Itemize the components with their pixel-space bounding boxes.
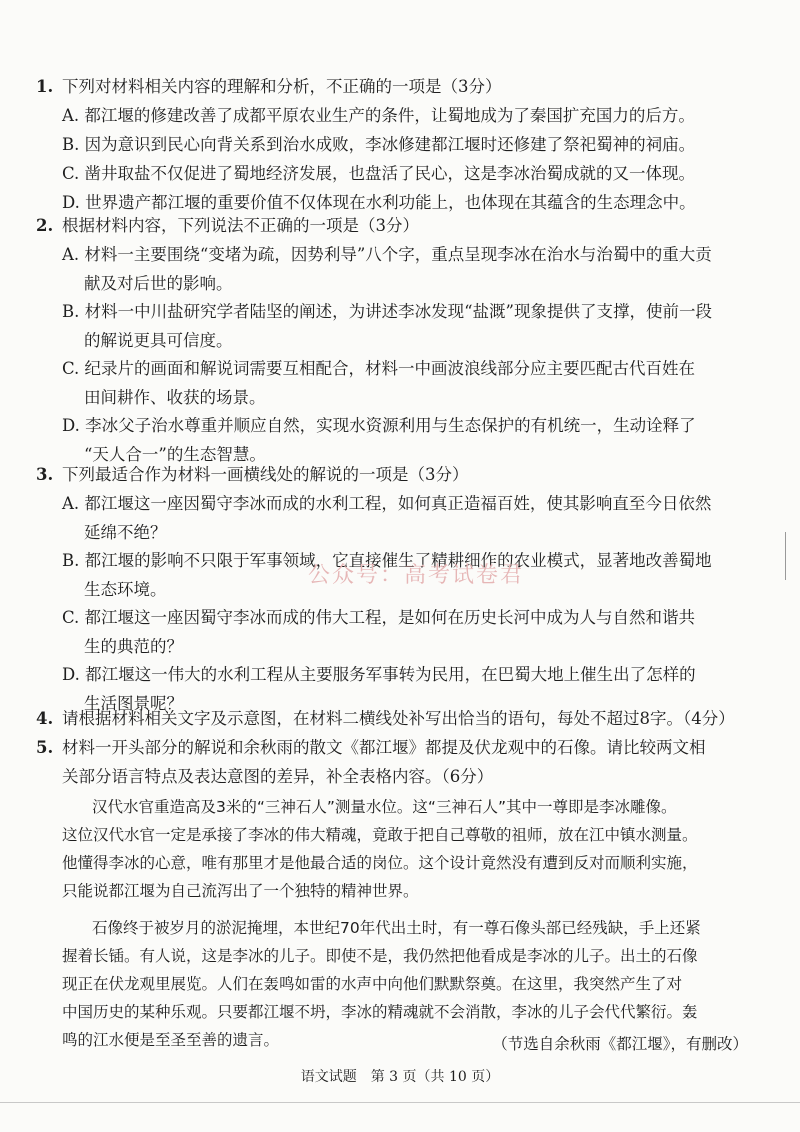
option-2-C	[62, 354, 754, 412]
question-number: 5.	[36, 738, 54, 757]
passage-source: （节选自余秋雨《都江堰》，有删改）	[492, 1035, 748, 1053]
option-line: A. 材料一主要围绕“变堵为疏，因势利导”八个字，重点呈现李冰在治水与治蜀中的重大贡	[62, 245, 712, 264]
question-stem-2	[36, 211, 766, 240]
option-line: C. 都江堰这一座因蜀守李冰而成的伟大工程，是如何在历史长河中成为人与自然和谐共	[62, 608, 696, 627]
passage-1-line: 汉代水官重造高及3米的“三神石人”测量水位。这“三神石人”其中一尊即是李冰雕像。	[92, 798, 677, 816]
question-stem-1	[36, 72, 766, 101]
question-stem-3	[36, 460, 766, 489]
option-1-C	[62, 159, 754, 188]
question-stem-text: 下列最适合作为材料一画横线处的解说的一项是（3分）	[62, 465, 469, 484]
passage-1-line: 这位汉代水官一定是承接了李冰的伟大精魂，竟敢于把自己尊敬的祖师，放在江中镇水测量。	[62, 826, 698, 844]
option-line: D. 李冰父子治水尊重并顺应自然，实现水资源利用与生态保护的有机统一，生动诠释了	[62, 416, 696, 435]
passage-1-line: 他懂得李冰的心意，唯有那里才是他最合适的岗位。这个设计竟然没有遭到反对而顺利实施，	[62, 854, 698, 872]
option-3-C	[62, 603, 754, 661]
question-stem-5	[36, 733, 766, 762]
option-line: 生的典范的？	[84, 637, 183, 656]
option-line: A. 都江堰的修建改善了成都平原农业生产的条件，让蜀地成为了秦国扩充国力的后方。	[62, 106, 695, 125]
option-line: C. 凿井取盐不仅促进了蜀地经济发展，也盘活了民心，这是李冰治蜀成就的又一体现。	[62, 164, 696, 183]
option-line: B. 都江堰的影响不只限于军事领域，它直接催生了精耕细作的农业模式，显著地改善蜀地	[62, 551, 712, 570]
page-footer: 语文试题 第 3 页（共 10 页）	[300, 1069, 500, 1085]
passage-1-line: 只能说都江堰为自己流泻出了一个独特的精神世界。	[62, 882, 419, 900]
question-number: 2.	[36, 216, 54, 235]
option-line: B. 材料一中川盐研究学者陆坚的阐述，为讲述李冰发现“盐溉”现象提供了支撑，使前一段	[62, 302, 712, 321]
footer-rule	[0, 1102, 800, 1103]
option-2-A	[62, 240, 754, 298]
question-stem-4	[36, 704, 766, 733]
question-number: 4.	[36, 709, 54, 728]
question-stem-text: 请根据材料相关文字及示意图，在材料二横线处补写出恰当的语句，每处不超过8字。（4分）	[62, 709, 735, 728]
option-line: 生态环境。	[84, 580, 167, 599]
option-2-B	[62, 297, 754, 355]
option-line: D. 都江堰这一伟大的水利工程从主要服务军事转为民用，在巴蜀大地上催生出了怎样的	[62, 665, 696, 684]
passage-2-line: 中国历史的某种乐观。只要都江堰不坍，李冰的精魂就不会消散，李冰的儿子会代代繁衍。轰	[62, 1003, 698, 1021]
passage-2-line: 石像终于被岁月的淤泥掩埋，本世纪70年代出土时，有一尊石像头部已经残缺，手上还紧	[92, 919, 701, 937]
option-line: 生活图景呢？	[84, 694, 183, 713]
question-stem-text: 根据材料内容，下列说法不正确的一项是（3分）	[62, 216, 419, 235]
passage-2-line: 握着长锸。有人说，这是李冰的儿子。即使不是，我仍然把他看成是李冰的儿子。出土的石像	[62, 947, 698, 965]
option-line: C. 纪录片的画面和解说词需要互相配合，材料一中画波浪线部分应主要匹配古代百姓在	[62, 359, 696, 378]
question-number: 3.	[36, 465, 54, 484]
option-1-B	[62, 130, 754, 159]
option-1-A	[62, 101, 754, 130]
question-stem-text: 材料一开头部分的解说和余秋雨的散文《都江堰》都提及伏龙观中的石像。请比较两文相	[62, 738, 706, 757]
option-line: 田间耕作、收获的场景。	[84, 388, 266, 407]
option-line: A. 都江堰这一座因蜀守李冰而成的水利工程，如何真正造福百姓，使其影响直至今日依然	[62, 494, 712, 513]
option-line: D. 世界遗产都江堰的重要价值不仅体现在水利功能上，也体现在其蕴含的生态理念中。	[62, 193, 696, 212]
passage-2-line: 现正在伏龙观里展览。人们在轰鸣如雷的水声中向他们默默祭奠。在这里，我突然产生了对	[62, 975, 683, 993]
option-line: 延绵不绝？	[84, 523, 167, 542]
scan-edge-mark	[785, 532, 786, 580]
watermark-text: 公众号：高考试卷君	[308, 563, 525, 588]
question-stem-5-cont: 关部分语言特点及表达意图的差异，补全表格内容。（6分）	[62, 767, 494, 786]
option-3-A	[62, 489, 754, 547]
option-line: 献及对后世的影响。	[84, 274, 233, 293]
option-line: B. 因为意识到民心向背关系到治水成败，李冰修建都江堰时还修建了祭祀蜀神的祠庙。	[62, 135, 696, 154]
passage-2-line: 鸣的江水便是至圣至善的遗言。	[62, 1031, 280, 1049]
option-line: “天人合一”的生态智慧。	[84, 445, 266, 464]
question-stem-text: 下列对材料相关内容的理解和分析，不正确的一项是（3分）	[62, 77, 502, 96]
question-number: 1.	[36, 77, 54, 96]
option-line: 的解说更具可信度。	[84, 331, 233, 350]
